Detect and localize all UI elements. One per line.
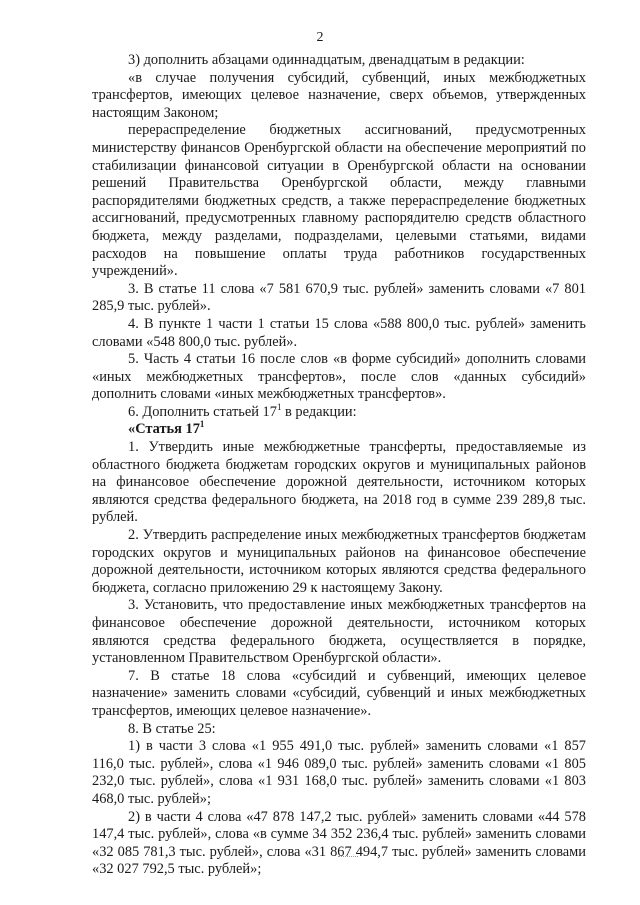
scan-mark (338, 856, 358, 859)
paragraph-4: 3. В статье 11 слова «7 581 670,9 тыс. рублей» заменить словами «7 801 285,9 тыс. рублей». (92, 280, 586, 315)
paragraph-3: перераспределение бюджетных ассигнований, предусмотренных министерству финансов Оренбургской области на обеспечение мероприятий по стабилизации финансовой ситуации в Оренбургской области на основании решений Правительства Оренбургской области, между главными распорядителями бюджетных средств, а также перераспределение бюджетных ассигнований, предусмотренных главному распорядителю средств областного бюджета, между разделами, подразделами, целевыми статьями, видами расходов на повышение оплаты труда работников государственных учреждений». (92, 122, 586, 280)
paragraph-1: 3) дополнить абзацами одиннадцатым, двенадцатым в редакции: (128, 52, 525, 68)
paragraph-11: 3. Установить, что предоставление иных межбюджетных трансфертов на финансовое обеспечение дорожной деятельности, источником которых являются средства федерального бюджета, осуществляется в порядке, установленном Правительством Оренбургской области». (92, 597, 586, 667)
paragraph-2: «в случае получения субсидий, субвенций, иных межбюджетных трансфертов, имеющих целевое назначение, сверх объемов, утвержденных настоящим Законом; (92, 69, 586, 121)
superscript-mark: 1 (276, 402, 282, 413)
superscript-mark: 1 (199, 419, 205, 430)
paragraph-7-text: 6. Дополнить статьей 17 (128, 403, 277, 420)
article-heading (92, 421, 586, 439)
paragraph-5: 4. В пункте 1 части 1 статьи 15 слова «588 800,0 тыс. рублей» заменить словами «548 800,0 тыс. рублей». (92, 315, 586, 350)
paragraph-10: 2. Утвердить распределение иных межбюджетных трансфертов бюджетам городских округов и муниципальных районов на финансовое обеспечение дорожной деятельности, источником которых являются средства федерального бюджета, согласно приложению 29 к настоящему Закону. (92, 527, 586, 596)
paragraph-15: 2) в части 4 слова «47 878 147,2 тыс. рублей» заменить словами «44 578 147,4 тыс. рублей», слова «в сумме 34 352 236,4 тыс. рублей» заменить словами «32 085 781,3 тыс. рублей», слова «31 867 494,7 тыс. рублей» заменить словами «32 027 792,5 тыс. рублей»; (92, 808, 586, 878)
document-body (92, 52, 586, 879)
paragraph-7 (92, 404, 586, 422)
article-heading-text: «Статья 17 (128, 421, 200, 438)
paragraph-7-tail: в редакции: (281, 403, 357, 420)
paragraph-12: 7. В статье 18 слова «субсидий и субвенций, имеющих целевое назначение» заменить словами «субсидий, субвенций и иных межбюджетных трансфертов, имеющих целевое назначение». (92, 667, 586, 719)
paragraph-13: 8. В статье 25: (128, 720, 216, 737)
page-number: 2 (316, 30, 324, 45)
paragraph-6: 5. Часть 4 статьи 16 после слов «в форме субсидий» дополнить словами «иных межбюджетных трансфертов», после слов «данных субсидий» дополнить словами «иных межбюджетных трансфертов». (92, 351, 586, 403)
paragraph-14: 1) в части 3 слова «1 955 491,0 тыс. рублей» заменить словами «1 857 116,0 тыс. рублей», слова «1 946 089,0 тыс. рублей» заменить словами «1 805 232,0 тыс. рублей», слова «1 931 168,0 тыс. рублей» заменить словами «1 803 468,0 тыс. рублей»; (92, 738, 586, 807)
paragraph-9: 1. Утвердить иные межбюджетные трансферты, предоставляемые из областного бюджета бюджетам городских округов и муниципальных районов на финансовое обеспечение дорожной деятельности, источником которых являются средства федерального бюджета, на 2018 год в сумме 239 289,8 тыс. рублей. (92, 439, 586, 526)
